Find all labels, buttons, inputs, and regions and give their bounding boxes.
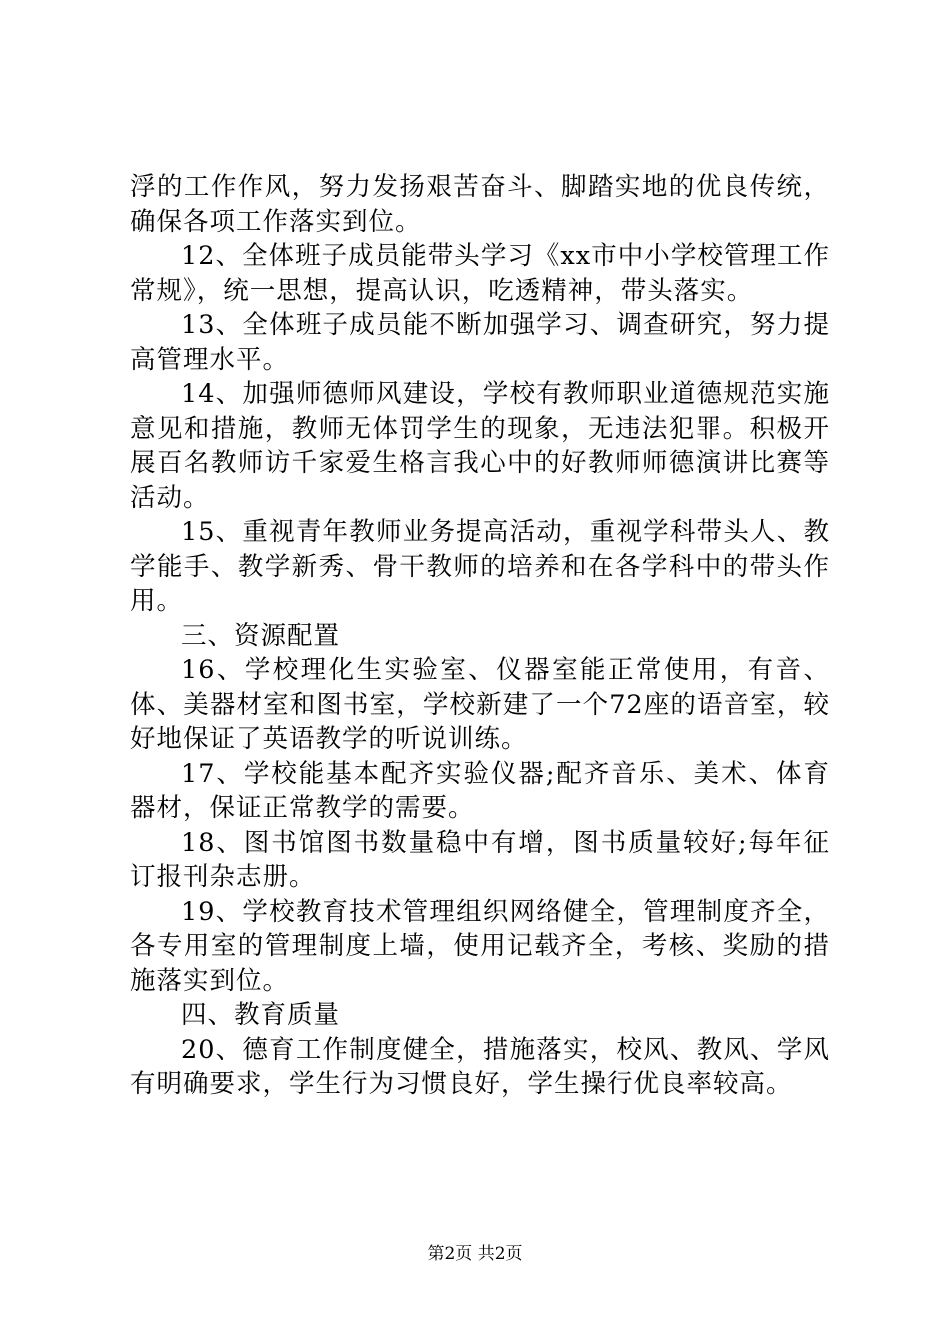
paragraph-item-16: 16、学校理化生实验室、仪器室能正常使用，有音、体、美器材室和图书室，学校新建了一个72座的语音室，较好地保证了英语教学的听说训练。 [130,655,830,754]
paragraph-item-13: 13、全体班子成员能不断加强学习、调查研究，努力提高管理水平。 [130,310,830,375]
page-footer [0,1243,950,1265]
paragraph-continuation: 浮的工作作风，努力发扬艰苦奋斗、脚踏实地的优良传统，确保各项工作落实到位。 [130,172,830,237]
paragraph-item-19: 19、学校教育技术管理组织网络健全，管理制度齐全，各专用室的管理制度上墙，使用记载齐全，考核、奖励的措施落实到位。 [130,896,830,996]
document-body [130,170,830,1102]
paragraph-item-15: 15、重视青年教师业务提高活动，重视学科带头人、教学能手、教学新秀、骨干教师的培养和在各学科中的带头作用。 [130,517,830,616]
section-heading-resources: 三、资源配置 [181,620,341,651]
paragraph-item-12: 12、全体班子成员能带头学习《xx市中小学校管理工作常规》，统一思想，提高认识，吃透精神，带头落实。 [130,241,830,306]
paragraph-item-17: 17、学校能基本配齐实验仪器;配齐音乐、美术、体育器材，保证正常教学的需要。 [130,758,830,823]
paragraph-item-20: 20、德育工作制度健全，措施落实，校风、教风、学风有明确要求，学生行为习惯良好，学生操行优良率较高。 [130,1034,830,1099]
paragraph-item-18: 18、图书馆图书数量稳中有增，图书质量较好;每年征订报刊杂志册。 [130,827,830,892]
page-number-label: 第2页 共2页 [427,1244,523,1264]
paragraph-item-14: 14、加强师德师风建设，学校有教师职业道德规范实施意见和措施，教师无体罚学生的现象，无违法犯罪。积极开展百名教师访千家爱生格言我心中的好教师师德演讲比赛等活动。 [130,379,830,513]
section-heading-quality: 四、教育质量 [181,1000,341,1030]
